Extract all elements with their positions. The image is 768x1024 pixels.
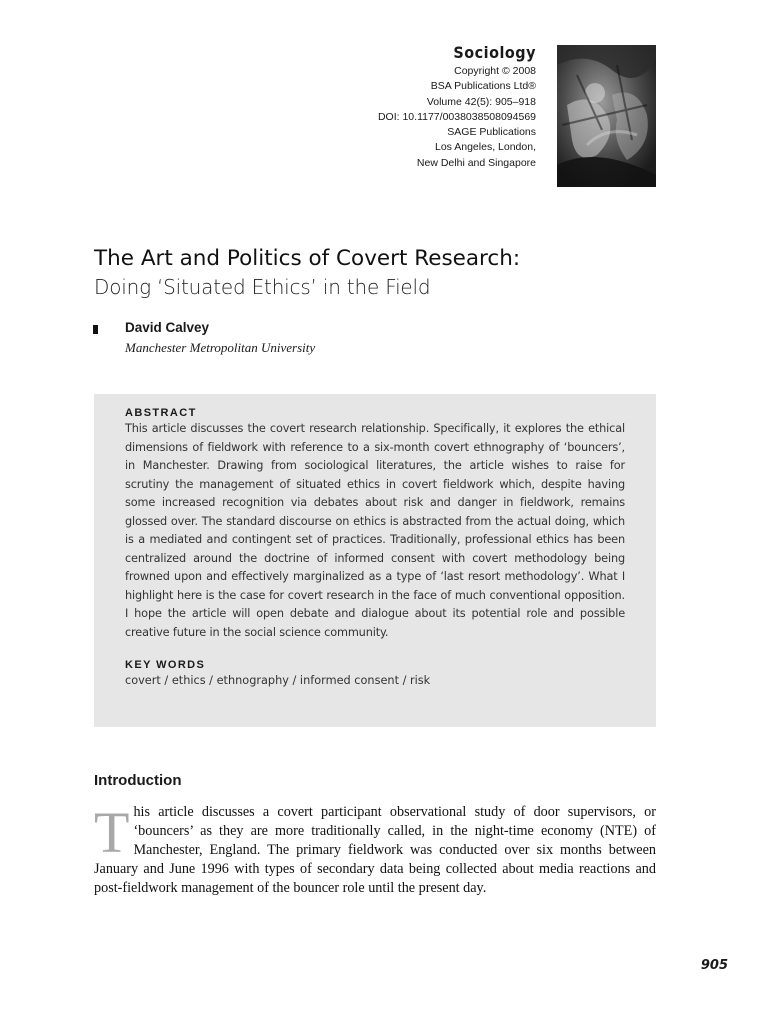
article-title: The Art and Politics of Covert Research: — [94, 246, 521, 271]
page-number: 905 — [700, 958, 728, 973]
journal-name: Sociology — [453, 43, 536, 62]
sage-line: SAGE Publications — [447, 126, 536, 139]
journal-info — [286, 44, 536, 171]
doi-line: DOI: 10.1177/0038038508094569 — [377, 110, 536, 123]
journal-cover-image — [557, 45, 656, 187]
abstract-heading: ABSTRACT — [125, 407, 197, 419]
section-heading-introduction: Introduction — [94, 772, 182, 789]
keywords-text: covert / ethics / ethnography / informed consent / risk — [125, 674, 431, 687]
publisher-line: BSA Publications Ltd® — [430, 80, 536, 93]
drop-cap: T — [94, 800, 130, 865]
location-line-2: New Delhi and Singapore — [416, 156, 536, 169]
author-bullet-icon — [93, 325, 98, 334]
keywords-heading: KEY WORDS — [125, 659, 206, 671]
volume-line: Volume 42(5): 905–918 — [426, 95, 536, 108]
author-affiliation: Manchester Metropolitan University — [125, 340, 316, 355]
copyright-line: Copyright © 2008 — [454, 65, 536, 77]
introduction-paragraph — [94, 800, 656, 898]
article-subtitle: Doing ‘Situated Ethics’ in the Field — [94, 275, 431, 299]
abstract-text: This article discusses the covert research relationship. Specifically, it explores the ethical dimensions of fieldwork with reference to a six-month covert ethnography of ‘bouncers’, in Manchester. Drawing from sociological literatures, the article wishes to raise for scrutiny the management of situated ethics in covert fieldwork which, despite having some increased recognition via debates about risk and danger in fieldwork, remains glossed over. The standard discourse on ethics is abstracted from the actual doing, which is a mediated and contingent set of practices. Traditionally, professional ethics has been centralized around the doctrine of informed consent with covert methodology being frowned upon and effectively marginalized as a type of ‘last resort methodology’. What I highlight here is the case for covert research in the face of much conventional opposition. I hope the article will open debate and dialogue about its potential role and possible creative future in the social science community. — [125, 422, 625, 639]
abstract-box — [94, 394, 656, 727]
introduction-text: his article discusses a covert participant observational study of door supervisors, or ‘bouncers’ as they are more traditionally called, in the night-time economy (NTE) of Manchester, England. The primary fieldwork was conducted over six months between January and June 1996 with types of secondary data being collected about media reactions and post-fieldwork management of the bouncer role until the present day. — [94, 804, 656, 896]
author-name: David Calvey — [125, 320, 210, 335]
location-line-1: Los Angeles, London, — [434, 141, 536, 154]
